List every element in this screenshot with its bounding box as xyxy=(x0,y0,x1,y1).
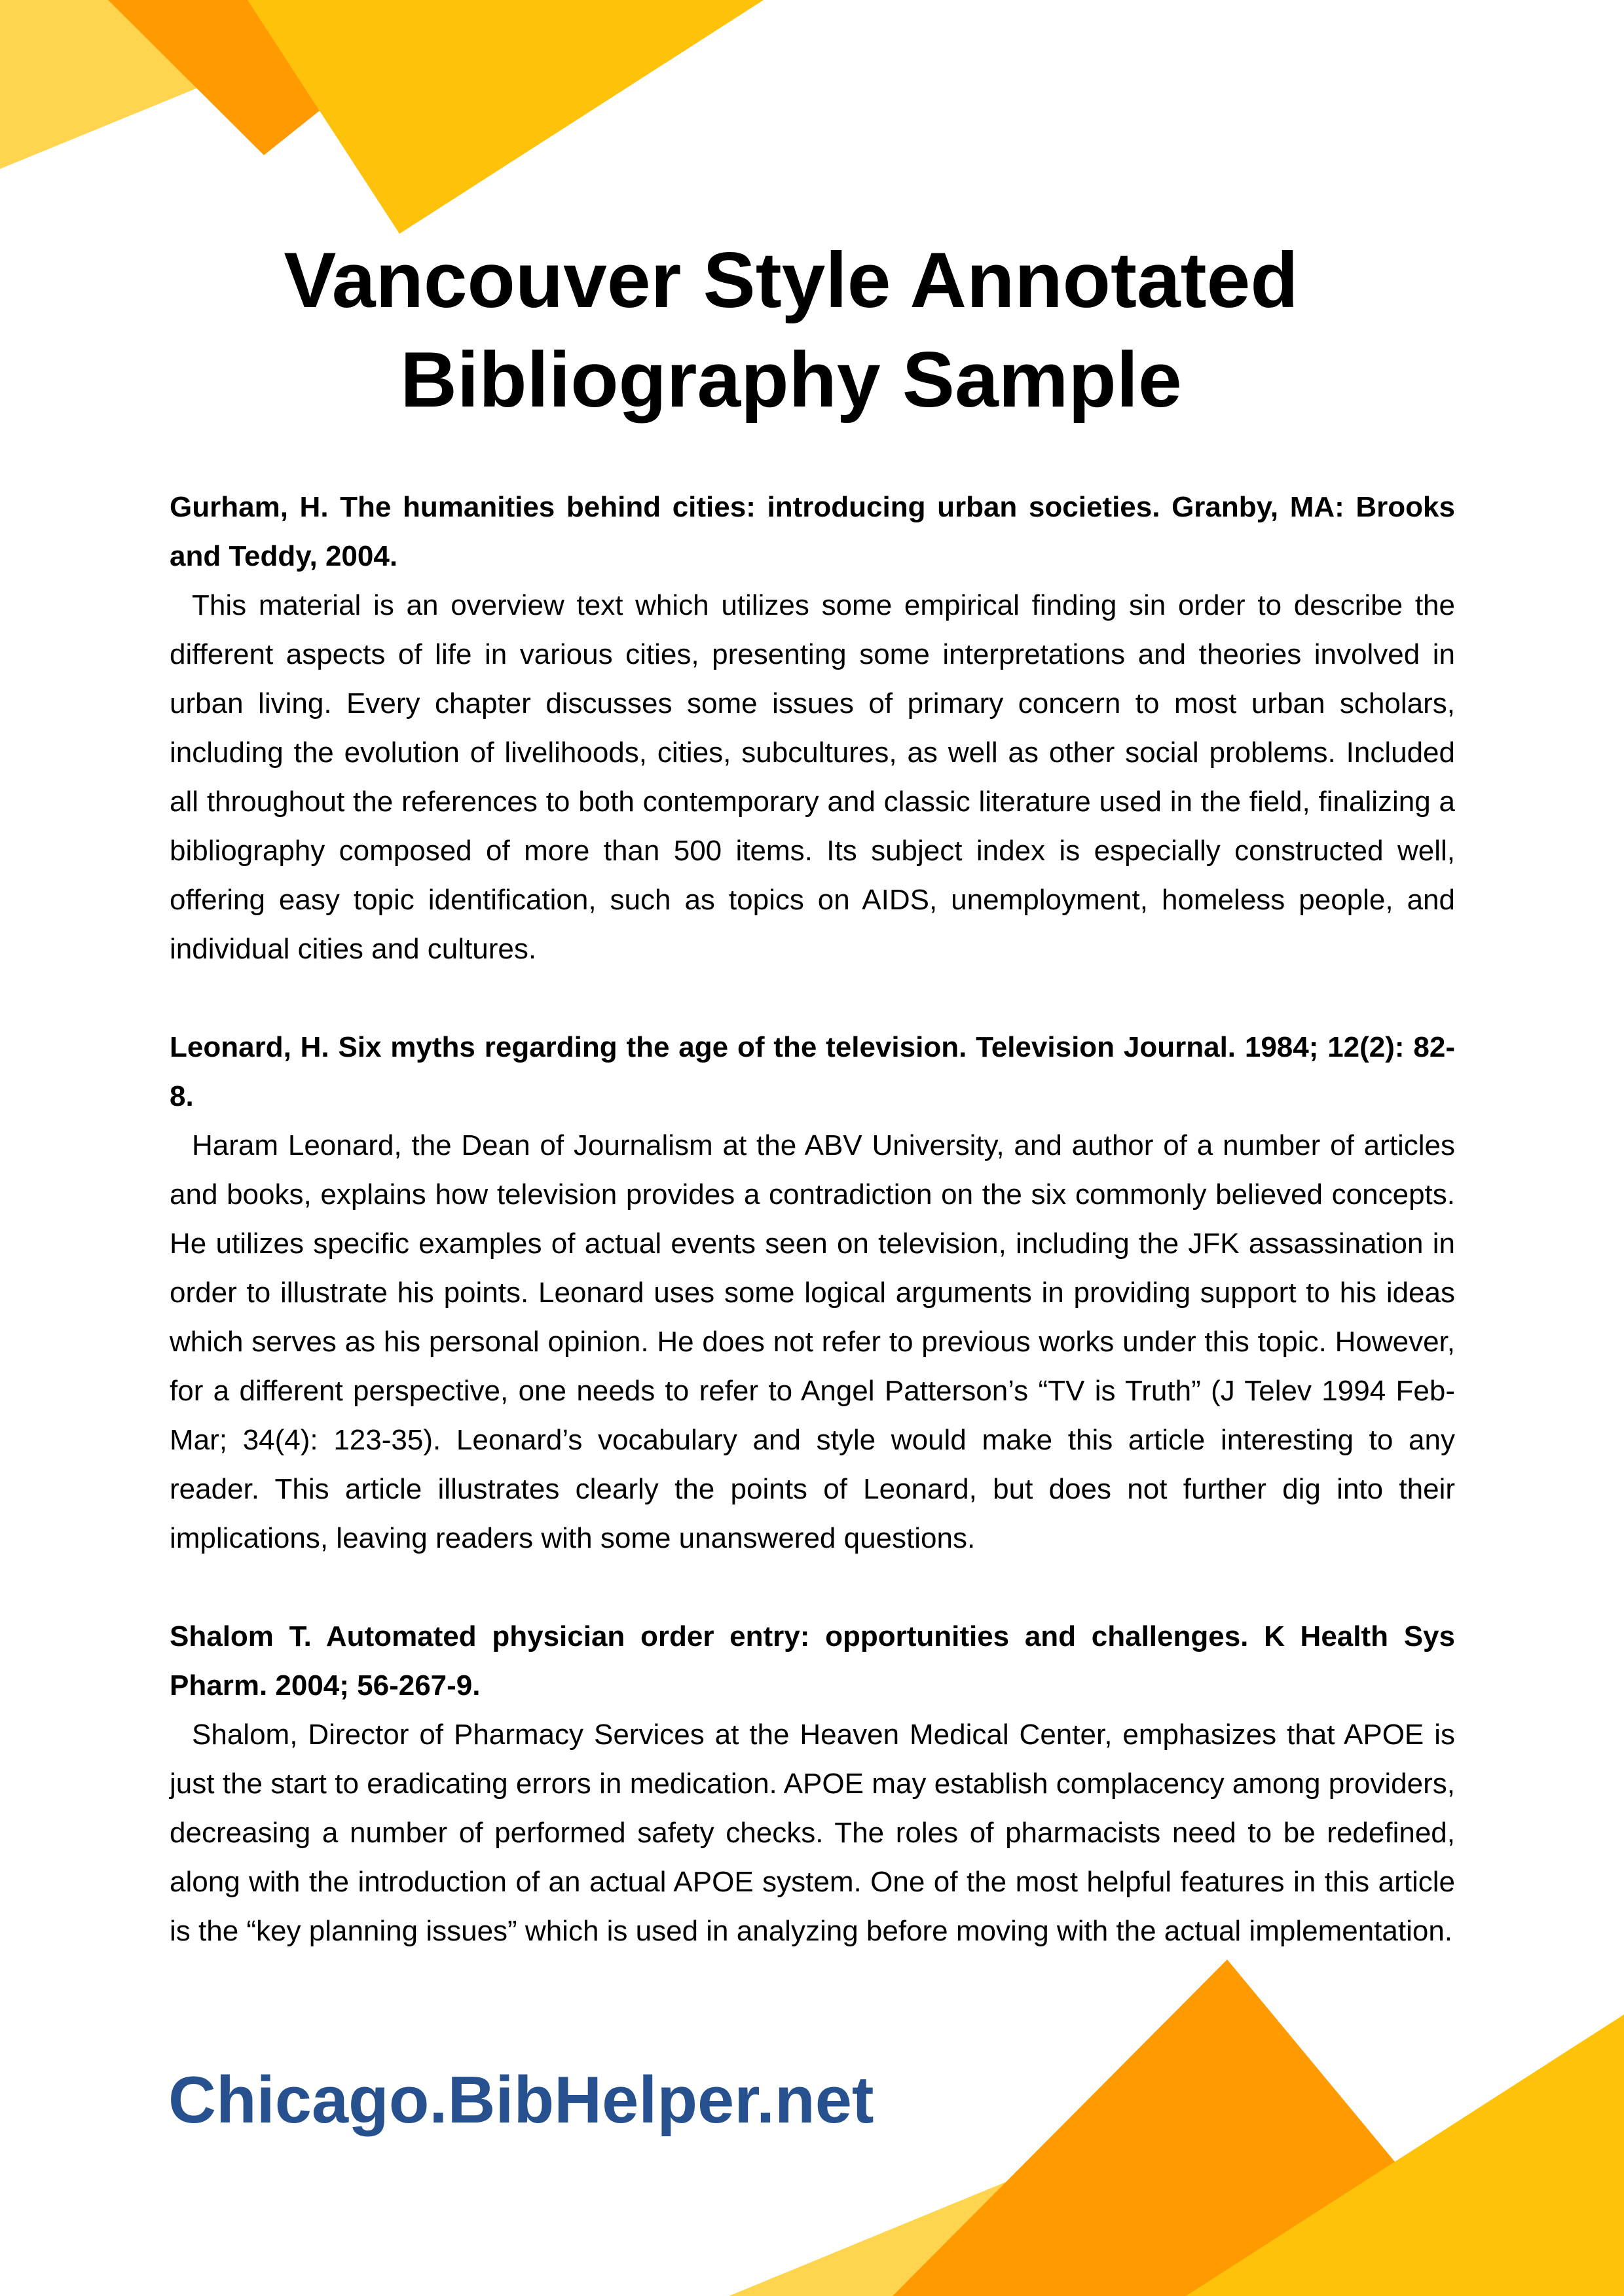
citation: Gurham, H. The humanities behind cities: introducing urban societies. Granby, MA: Brooks and Teddy, 2004. xyxy=(170,491,1455,572)
top-yellow-triangle xyxy=(248,0,764,234)
bibliography-entry xyxy=(170,483,1455,974)
title-line-1: Vancouver Style Annotated xyxy=(284,236,1299,324)
citation: Shalom T. Automated physician order entry: opportunities and challenges. K Health Sys Pharm. 2004; 56-267-9. xyxy=(170,1620,1455,1702)
page-title xyxy=(0,230,1582,429)
bottom-orange-triangle xyxy=(893,1959,1506,2296)
annotation: Haram Leonard, the Dean of Journalism at the ABV University, and author of a number of articles and books, explains how television provides a contradiction on the six commonly believed concepts. He utilizes specific examples of actual events seen on television, including the JFK assassination in order to illustrate his points. Leonard uses some logical arguments in providing support to his ideas which serves as his personal opinion. He does not refer to previous works under this topic. However, for a different perspective, one needs to refer to Angel Patterson’s “TV is Truth” (J Telev 1994 Feb-Mar; 34(4): 123-35). Leonard’s vocabulary and style would make this article interesting to any reader. This article illustrates clearly the points of Leonard, but does not further dig into their implications, leaving readers with some unanswered questions. xyxy=(170,1129,1455,1554)
citation: Leonard, H. Six myths regarding the age of the television. Television Journal. 1984; 12(2): 82-8. xyxy=(170,1031,1455,1112)
top-light-yellow-triangle xyxy=(0,0,393,169)
top-orange-triangle xyxy=(108,0,458,155)
bottom-yellow-triangle xyxy=(1186,2014,1624,2296)
footer-brand: Chicago.BibHelper.net xyxy=(168,2064,874,2137)
bibliography-entry xyxy=(170,1023,1455,1563)
title-line-2: Bibliography Sample xyxy=(400,336,1182,424)
bottom-light-yellow-triangle xyxy=(729,2154,1113,2296)
annotation: Shalom, Director of Pharmacy Services at the Heaven Medical Center, emphasizes that APOE is just the start to eradicating errors in medication. APOE may establish complacency among providers, decreasing a number of performed safety checks. The roles of pharmacists need to be redefined, along with the introduction of an actual APOE system. One of the most helpful features in this article is the “key planning issues” which is used in analyzing before moving with the actual implementation. xyxy=(170,1719,1455,1947)
annotation: This material is an overview text which utilizes some empirical finding sin order to describe the different aspects of life in various cities, presenting some interpretations and theories involved in urban living. Every chapter discusses some issues of primary concern to most urban scholars, including the evolution of livelihoods, cities, subcultures, as well as other social problems. Included all throughout the references to both contemporary and classic literature used in the field, finalizing a bibliography composed of more than 500 items. Its subject index is especially constructed well, offering easy topic identification, such as topics on AIDS, unemployment, homeless people, and individual cities and cultures. xyxy=(170,589,1455,965)
bibliography-list xyxy=(170,483,1455,2005)
bibliography-entry xyxy=(170,1612,1455,1956)
